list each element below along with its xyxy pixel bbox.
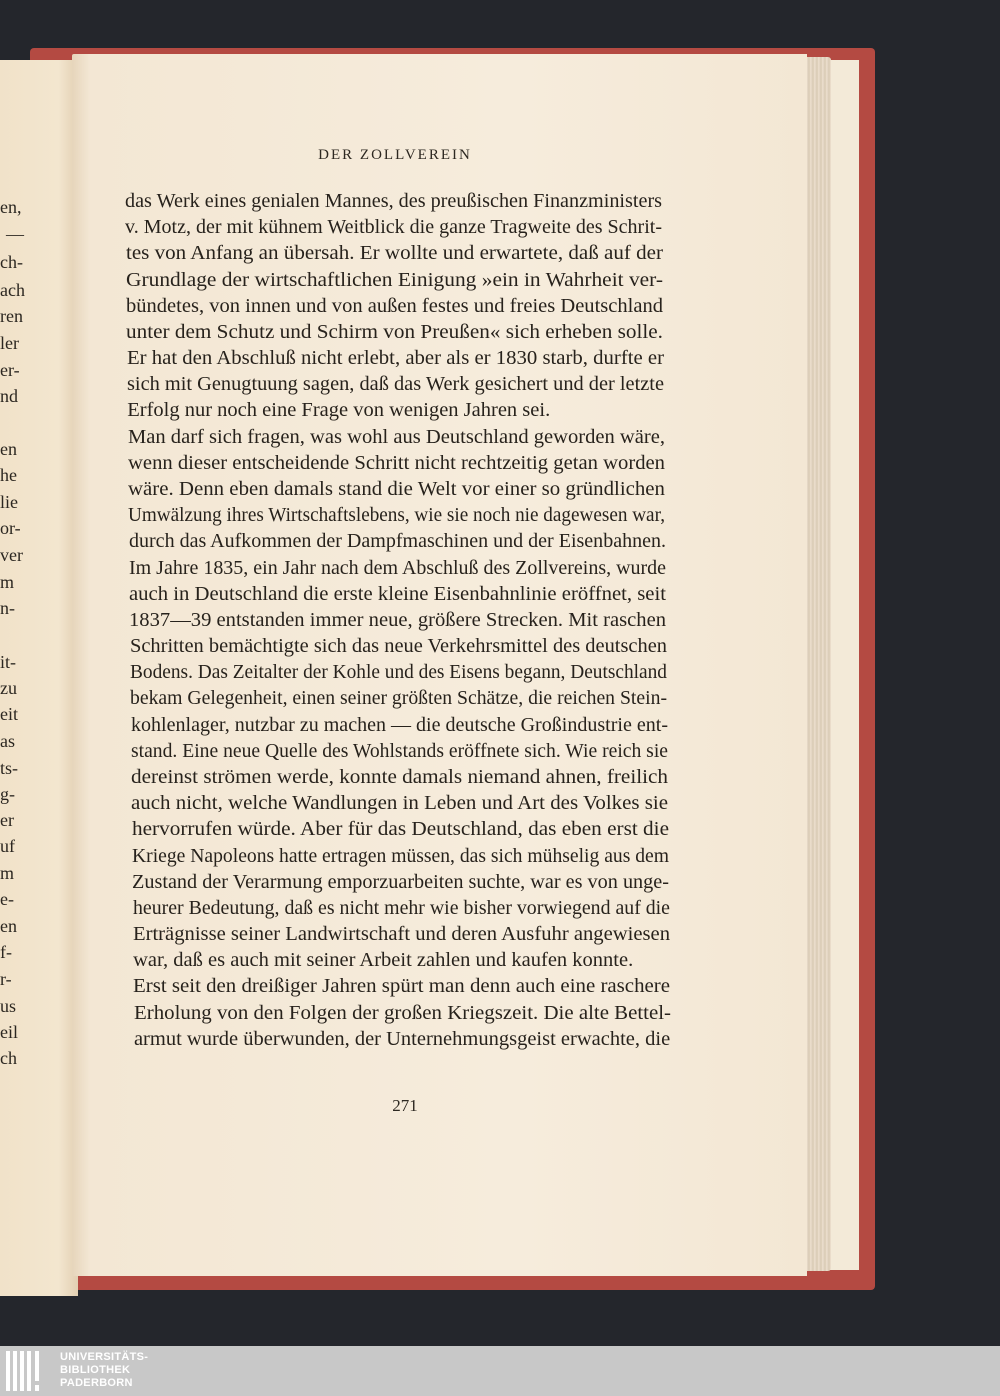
text-line: auch nicht, welche Wandlungen in Leben und Art des Volkes sie [131, 792, 669, 815]
left-page-fragment: en [0, 439, 17, 459]
text-line: dereinst strömen werde, konnte damals niemand ahnen, freilich [131, 765, 669, 788]
text-line: Er hat den Abschluß nicht erlebt, aber als er 1830 starb, durfte er [126, 347, 664, 370]
left-page-fragment: e- [0, 889, 14, 909]
text-line: wäre. Denn eben damals stand die Welt vor einer so gründlichen [128, 477, 666, 500]
text-line: Schritten bemächtigte sich das neue Verkehrsmittel des deutschen [129, 635, 667, 658]
text-line: wenn dieser entscheidende Schritt nicht rechtzeitig getan worden [127, 451, 665, 474]
text-line: Man darf sich fragen, was wohl aus Deutschland geworden wäre, [127, 425, 665, 448]
text-line: Im Jahre 1835, ein Jahr nach dem Abschluß des Zollvereins, wurde [128, 556, 666, 579]
text-line: durch das Aufkommen der Dampfmaschinen und der Eisenbahnen. [128, 530, 666, 553]
left-page-fragment: — [6, 224, 24, 244]
text-line: hervorrufen würde. Aber für das Deutschland, das eben erst die [131, 818, 669, 841]
text-line: sich mit Genugtuung sagen, daß das Werk gesichert und der letzte [126, 373, 664, 396]
text-line: armut wurde überwunden, der Unternehmungsgeist erwachte, die [133, 1027, 671, 1050]
left-page-fragment: uf [0, 836, 15, 856]
text-line: bekam Gelegenheit, einen seiner größten Schätze, die reichen Stein- [130, 687, 668, 710]
left-page-fragment: er [0, 810, 14, 830]
text-line: das Werk eines genialen Mannes, des preußischen Finanzministers [125, 190, 663, 212]
left-page-fragment: or- [0, 518, 21, 538]
left-page-fragment: lie [0, 492, 18, 512]
text-line: 1837—39 entstanden immer neue, größere Strecken. Mit raschen [129, 608, 667, 631]
text-line: Kriege Napoleons hatte ertragen müssen, das sich mühselig aus dem [132, 844, 670, 867]
text-line: Erfolg nur noch eine Frage von wenigen Jahren sei. [127, 399, 551, 422]
library-footer-bar [0, 1346, 1000, 1396]
left-page-fragment: ch- [0, 252, 23, 272]
text-line: auch in Deutschland die erste kleine Eisenbahnlinie eröffnet, seit [129, 582, 667, 605]
text-line: Bodens. Das Zeitalter der Kohle und des Eisens begann, Deutschland [130, 661, 668, 684]
left-page-fragment: ach [0, 280, 25, 300]
footer-line-1: UNIVERSITÄTS- [60, 1351, 149, 1363]
left-page-fragment: us [0, 996, 17, 1016]
text-line: bündetes, von innen und von außen festes und freies Deutschland [126, 294, 664, 317]
library-logo-icon [6, 1351, 46, 1391]
text-line: stand. Eine neue Quelle des Wohlstands eröffnete sich. Wie reich sie [130, 739, 668, 762]
left-page-fragment: m [0, 863, 15, 883]
left-page-fragment: ver [0, 545, 23, 565]
left-page-fragment: f- [0, 942, 12, 962]
left-page-fragment: m [0, 572, 15, 592]
text-line: Erholung von den Folgen der großen Kriegszeit. Die alte Bettel- [133, 1001, 671, 1024]
left-page-fragment: eil [0, 1022, 18, 1042]
running-head: DER ZOLLVEREIN [318, 147, 472, 163]
text-line: Umwälzung ihres Wirtschaftslebens, wie sie noch nie dagewesen war, [128, 504, 666, 527]
text-line: Erträgnisse seiner Landwirtschaft und deren Ausfuhr angewiesen [132, 923, 670, 946]
left-page-fragment: zu [0, 678, 17, 698]
text-line: Grundlage der wirtschaftlichen Einigung »ein in Wahrheit ver- [125, 268, 663, 291]
left-page-fragment: eit [0, 704, 18, 724]
left-page-fragment: he [0, 465, 17, 485]
left-page-fragment: en [0, 916, 17, 936]
left-page-fragment: nd [0, 386, 18, 406]
text-line: Zustand der Verarmung emporzuarbeiten suchte, war es von unge- [132, 870, 670, 893]
left-page-fragment: en, [0, 197, 22, 217]
left-page-fragment: ren [0, 306, 23, 326]
text-line: unter dem Schutz und Schirm von Preußen« sich erheben solle. [126, 320, 664, 343]
text-line: heurer Bedeutung, daß es nicht mehr wie bisher vorwiegend auf die [132, 896, 670, 919]
left-page-fragment: n- [0, 598, 15, 618]
page-number: 271 [392, 1096, 418, 1115]
text-line: kohlenlager, nutzbar zu machen — die deutsche Großindustrie ent- [130, 713, 668, 736]
left-page-fragment: er- [0, 360, 20, 380]
text-line: v. Motz, der mit kühnem Weitblick die ganze Tragweite des Schrit- [125, 216, 663, 239]
left-page-fragment: ts- [0, 758, 18, 778]
left-page [0, 60, 78, 1296]
left-page-fragment: it- [0, 652, 16, 672]
text-line: Erst seit den dreißiger Jahren spürt man denn auch eine raschere [133, 975, 671, 998]
footer-line-2: BIBLIOTHEK [60, 1364, 131, 1376]
left-page-fragment: ler [0, 333, 19, 353]
text-line: tes von Anfang an übersah. Er wollte und erwartete, daß auf der [125, 242, 663, 265]
endpaper [829, 60, 859, 1270]
left-page-fragment: as [0, 731, 15, 751]
left-page-fragment: g- [0, 784, 15, 804]
left-page-fragment: ch [0, 1048, 17, 1068]
text-line: war, daß es auch mit seiner Arbeit zahlen und kaufen konnte. [133, 949, 634, 972]
left-page-fragment: r- [0, 969, 12, 989]
footer-line-3: PADERBORN [60, 1377, 133, 1389]
